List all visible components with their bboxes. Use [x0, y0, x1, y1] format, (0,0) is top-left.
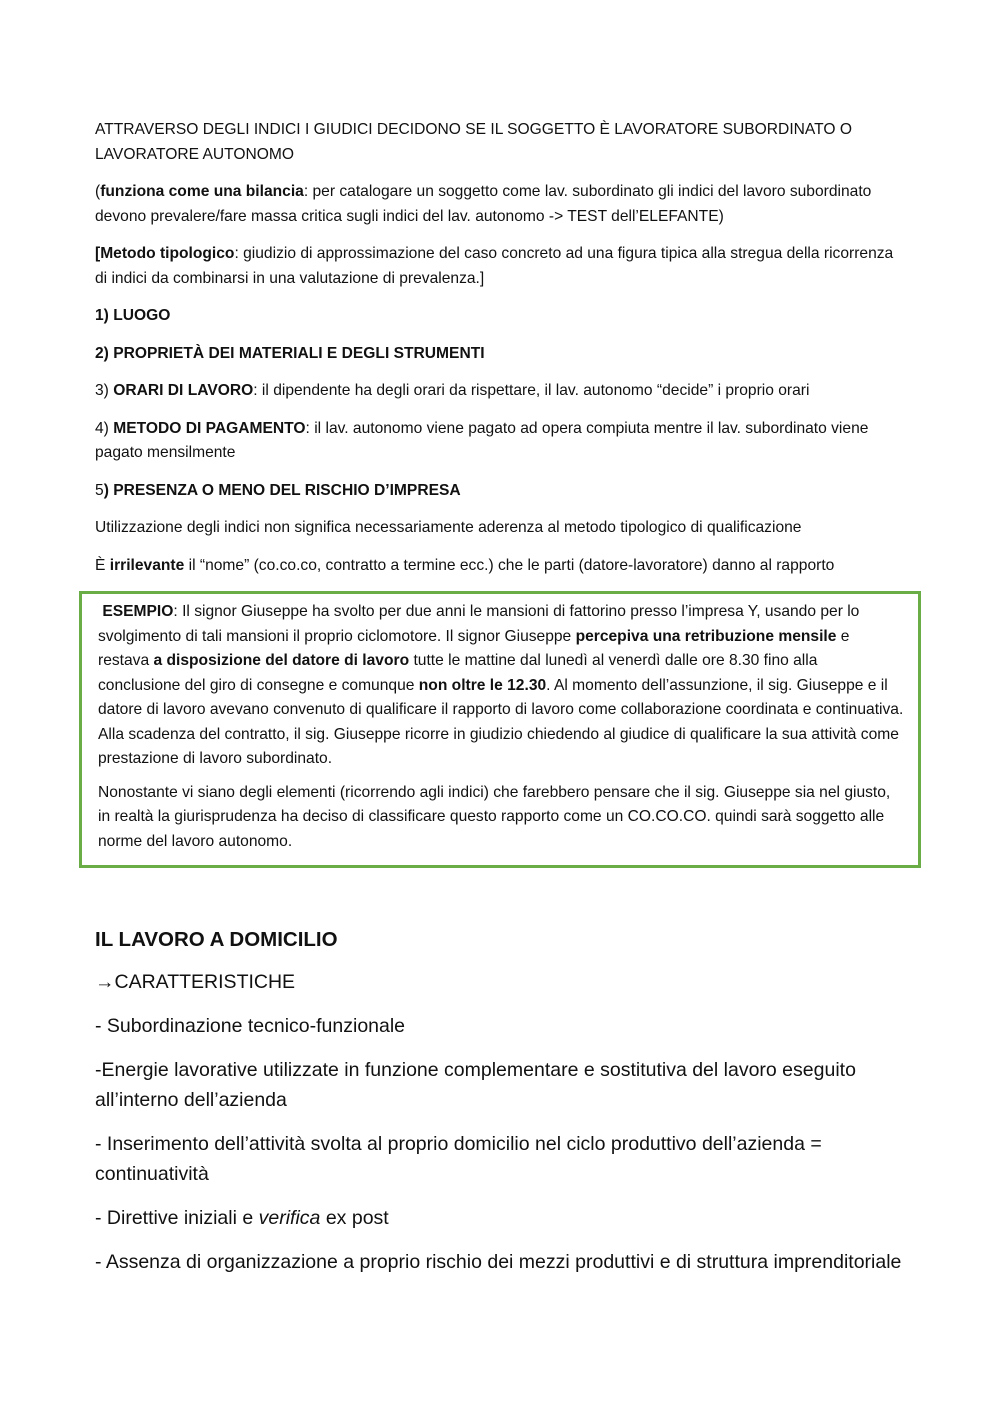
esempio-paragraph: ESEMPIO: Il signor Giuseppe ha svolto per due anni le mansioni di fattorino presso l’impresa Y, usando per lo svolgimento di tali mansioni il proprio ciclomotore. Il signor Giuseppe percepiva una retribuzione mensile e restava a disposizione del datore di lavoro tutte le mattine dal lunedì al venerdì dalle ore 8.30 fino alla conclusione del giro di consegne e comunque non oltre le 12.30. Al momento dell’assunzione, il sig. Giuseppe e il datore di lavoro avevano convenuto di qualificare il rapporto di lavoro come collaborazione coordinata e continuativa. Alla scadenza del contratto, il sig. Giuseppe ricorre in giudizio chiedendo al giudice di qualificare la sua attività come prestazione di lavoro subordinato. [98, 603, 904, 767]
irrilevante-paragraph: È irrilevante il “nome” (co.co.co, contratto a termine ecc.) che le parti (datore-lavoratore) danno al rapporto [95, 556, 835, 574]
utilizzazione-paragraph: Utilizzazione degli indici non significa necessariamente aderenza al metodo tipologico di qualificazione [95, 519, 802, 536]
bilancia-paragraph: (funziona come una bilancia: per catalogare un soggetto come lav. subordinato gli indici del lavoro subordinato devono prevalere/fare massa critica sugli indici del lav. autonomo -> TEST dell’ELEFANTE) [95, 183, 872, 225]
esempio-label: ESEMPIO [102, 603, 174, 620]
caratteristica-1: - Subordinazione tecnico-funzionale [95, 1015, 406, 1037]
indice-proprieta: 2) PROPRIETÀ DEI MATERIALI E DEGLI STRUMENTI [95, 344, 485, 362]
caratteristica-4: - Direttive iniziali e verifica ex post [95, 1207, 389, 1229]
intro-paragraph: ATTRAVERSO DEGLI INDICI I GIUDICI DECIDONO SE IL SOGGETTO È LAVORATORE SUBORDINATO O LAVORATORE AUTONOMO [95, 121, 852, 163]
caratteristica-3: - Inserimento dell’attività svolta al proprio domicilio nel ciclo produttivo dell’azienda = continuatività [95, 1133, 822, 1185]
metodo-paragraph: [Metodo tipologico: giudizio di approssimazione del caso concreto ad una figura tipica alla stregua della ricorrenza di indici da combinarsi in una valutazione di prevalenza.] [95, 245, 894, 287]
metodo-bold: [Metodo tipologico [95, 245, 235, 262]
document-page [95, 118, 905, 1291]
indice-luogo: 1) LUOGO [95, 307, 171, 324]
caratteristiche-heading: →CARATTERISTICHE [95, 971, 296, 993]
caratteristica-2: -Energie lavorative utilizzate in funzione complementare e sostitutiva del lavoro eseguito all’interno dell’azienda [95, 1059, 856, 1111]
indice-orari: 3) ORARI DI LAVORO: il dipendente ha degli orari da rispettare, il lav. autonomo “decide” i proprio orari [95, 382, 810, 399]
indice-pagamento: 4) METODO DI PAGAMENTO: il lav. autonomo viene pagato ad opera compiuta mentre il lav. subordinato viene pagato mensilmente [95, 419, 869, 461]
bilancia-bold: funziona come una bilancia [100, 183, 304, 200]
esempio-box [79, 591, 921, 868]
section-title-domicilio: IL LAVORO A DOMICILIO [95, 928, 338, 951]
esempio-conclusione: Nonostante vi siano degli elementi (ricorrendo agli indici) che farebbero pensare che il sig. Giuseppe sia nel giusto, in realtà la giurisprudenza ha deciso di classificare questo rapporto come un CO.CO.CO. quindi sarà soggetto alle norme del lavoro autonomo. [98, 783, 891, 850]
caratteristica-5: - Assenza di organizzazione a proprio rischio dei mezzi produttivi e di struttura imprenditoriale [95, 1251, 902, 1273]
indice-rischio: 5) PRESENZA O MENO DEL RISCHIO D’IMPRESA [95, 481, 461, 499]
arrow-right-icon: → [95, 971, 115, 993]
